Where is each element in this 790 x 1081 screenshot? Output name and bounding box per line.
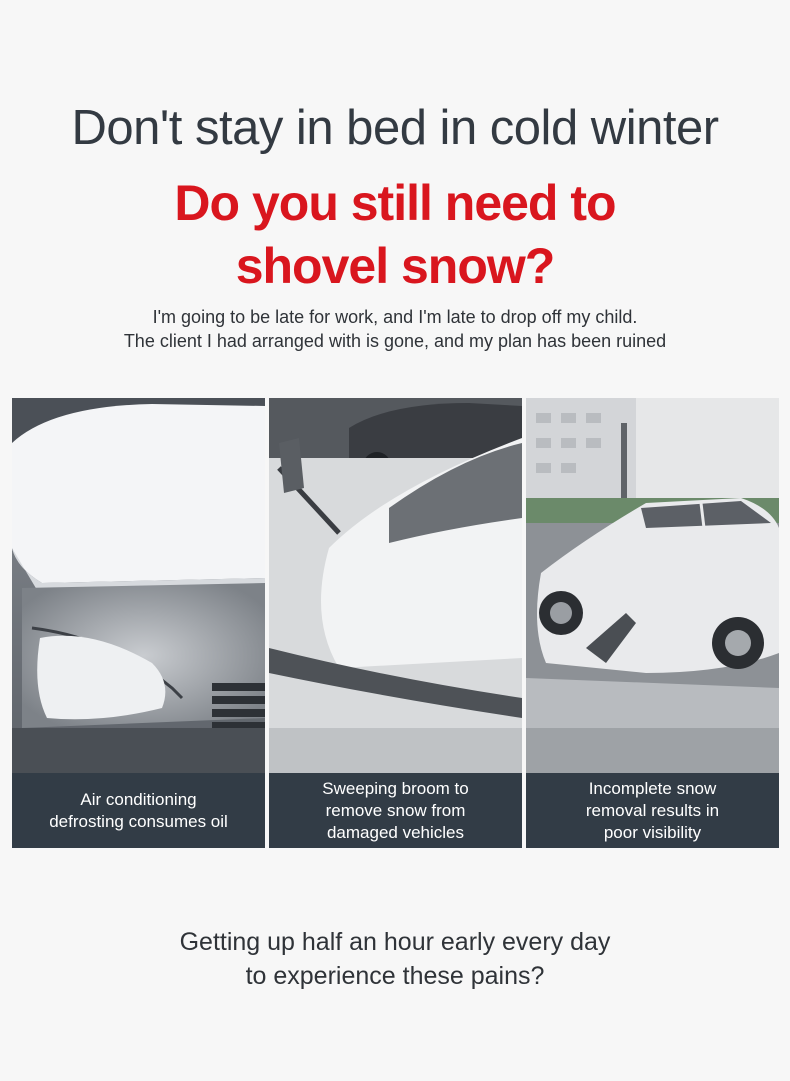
caption-line: defrosting consumes oil [49, 811, 228, 831]
car-poor-visibility-photo [526, 398, 779, 773]
sweeping-snow-photo [269, 398, 522, 773]
question-heading [0, 172, 790, 298]
subtext-line-2: The client I had arranged with is gone, and my plan has been ruined [123, 331, 667, 351]
caption-line: remove snow from [325, 800, 466, 820]
closing-line-1: Getting up half an hour early every day [179, 928, 611, 956]
question-line-2: shovel snow? [235, 238, 555, 294]
headline: Don't stay in bed in cold winter [71, 101, 719, 155]
panel-sweeping-broom [269, 398, 522, 848]
caption-line: Incomplete snow [588, 778, 717, 798]
question-line-1: Do you still need to [174, 175, 616, 231]
snowy-car-hood-photo [12, 398, 265, 773]
panel-air-conditioning [12, 398, 265, 848]
caption-line: Air conditioning [80, 789, 197, 809]
closing-line-2: to experience these pains? [245, 962, 545, 990]
caption-bar [269, 773, 522, 848]
caption-line: poor visibility [603, 822, 702, 842]
caption-line: removal results in [585, 800, 720, 820]
subtext [0, 305, 790, 353]
panel-poor-visibility [526, 398, 779, 848]
image-panels [12, 398, 778, 848]
closing-question [0, 925, 790, 993]
caption-line: Sweeping broom to [322, 778, 469, 798]
caption-bar [12, 773, 265, 848]
caption-line: damaged vehicles [326, 822, 464, 842]
caption-bar [526, 773, 779, 848]
subtext-line-1: I'm going to be late for work, and I'm late to drop off my child. [152, 307, 638, 327]
